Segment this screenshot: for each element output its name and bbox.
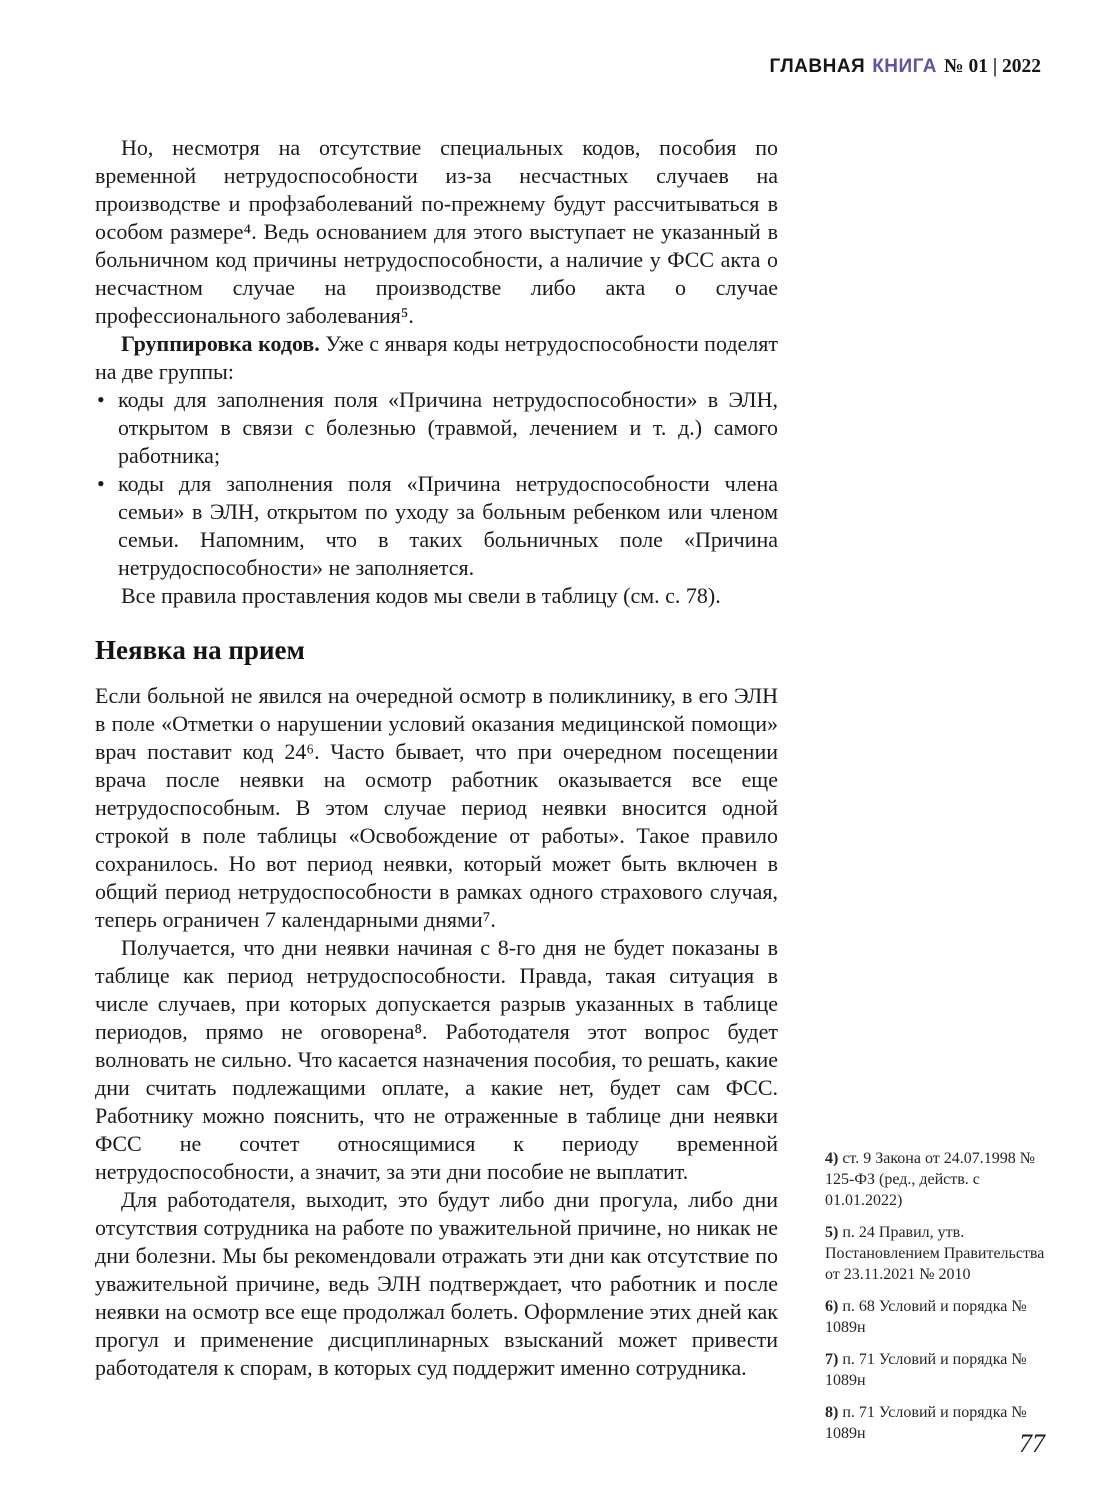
footnote-number: 7) — [825, 1351, 839, 1368]
bullet-icon: • — [97, 387, 105, 412]
issue-number: № 01 | 2022 — [943, 56, 1041, 77]
article-body — [95, 134, 778, 1382]
paragraph: Все правила проставления кодов мы свели в таблицу (см. с. 78). — [121, 583, 721, 608]
page-number: 77 — [1019, 1429, 1045, 1458]
list-item-text: коды для заполнения поля «Причина нетрудоспособности члена семьи» в ЭЛН, открытом по уходу за больным ребенком или членом семьи. Напомним, что в таких больничных поле «Причина нетрудоспособности» не заполняется. — [118, 471, 778, 580]
section-heading: Неявка на прием — [95, 635, 305, 665]
list-item — [95, 386, 778, 470]
footnote — [825, 1402, 1047, 1444]
brand-name-purple: КНИГА — [872, 56, 937, 77]
running-head — [770, 56, 1041, 78]
list-item-text: коды для заполнения поля «Причина нетрудоспособности» в ЭЛН, открытом в связи с болезнью (травмой, лечением и т. д.) самого работника; — [118, 387, 778, 468]
brand-name-black: ГЛАВНАЯ — [769, 56, 866, 77]
footnote-number: 5) — [825, 1224, 839, 1241]
footnote — [825, 1296, 1047, 1338]
footnote-text: п. 24 Правил, утв. Постановлением Правительства от 23.11.2021 № 2010 — [825, 1224, 1045, 1283]
footnote — [825, 1148, 1047, 1211]
footnote — [825, 1222, 1047, 1285]
footnote-text: п. 71 Условий и порядка № 1089н — [825, 1351, 1027, 1389]
bullet-list — [95, 386, 778, 582]
paragraph: Но, несмотря на отсутствие специальных кодов, пособия по временной нетрудоспособности из-за несчастных случаев на производстве и профзаболеваний по-прежнему будут рассчитываться в особом размере⁴. Ведь основанием для этого выступает не указанный в больничном код причины нетрудоспособности, а наличие у ФСС акта о несчастном случае на производстве либо акта о случае профессионального заболевания⁵. — [95, 135, 778, 328]
paragraph-with-run-in — [95, 330, 778, 386]
footnote-text: ст. 9 Закона от 24.07.1998 № 125-ФЗ (ред., действ. с 01.01.2022) — [825, 1150, 1036, 1209]
footnote-number: 4) — [825, 1150, 839, 1167]
footnote-number: 8) — [825, 1404, 839, 1421]
footnote-column — [825, 1148, 1047, 1455]
footnote-text: п. 68 Условий и порядка № 1089н — [825, 1298, 1027, 1336]
footnote — [825, 1349, 1047, 1391]
paragraph-text: Уже с января коды нетрудоспособности поделят на две группы: — [95, 331, 778, 384]
paragraph: Для работодателя, выходит, это будут либо дни прогула, либо дни отсутствия сотрудника на работе по уважительной причине, но никак не дни болезни. Мы бы рекомендовали отражать эти дни как отсутствие по уважительной причине, ведь ЭЛН подтверждает, что работник и после неявки на осмотр все еще продолжал болеть. Оформление этих дней как прогул и применение дисциплинарных взысканий может привести работодателя к спорам, в которых суд поддержит именно сотрудника. — [95, 1187, 778, 1380]
run-in-heading: Группировка кодов. — [121, 331, 320, 356]
footnote-number: 6) — [825, 1298, 839, 1315]
footnote-text: п. 71 Условий и порядка № 1089н — [825, 1404, 1027, 1442]
paragraph: Получается, что дни неявки начиная с 8-го дня не будет показаны в таблице как период нетрудоспособности. Правда, такая ситуация в числе случаев, при которых допускается разрыв указанных в таблице периодов, прямо не оговорена⁸. Работодателя этот вопрос будет волновать не сильно. Что касается назначения пособия, то решать, какие дни считать подлежащими оплате, а какие нет, будет сам ФСС. Работнику можно пояснить, что не отраженные в таблице дни неявки ФСС не сочтет относящимися к периоду временной нетрудоспособности, а значит, за эти дни пособие не выплатит. — [95, 935, 778, 1184]
paragraph: Если больной не явился на очередной осмотр в поликлинику, в его ЭЛН в поле «Отметки о нарушении условий оказания медицинской помощи» врач поставит код 24⁶. Часто бывает, что при очередном посещении врача после неявки на осмотр работник оказывается все еще нетрудоспособным. В этом случае период неявки вносится одной строкой в поле таблицы «Освобождение от работы». Такое правило сохранилось. Но вот период неявки, который может быть включен в общий период нетрудоспособности в рамках одного страхового случая, теперь ограничен 7 календарными днями⁷. — [95, 683, 778, 932]
list-item — [95, 470, 778, 582]
bullet-icon: • — [97, 471, 105, 496]
